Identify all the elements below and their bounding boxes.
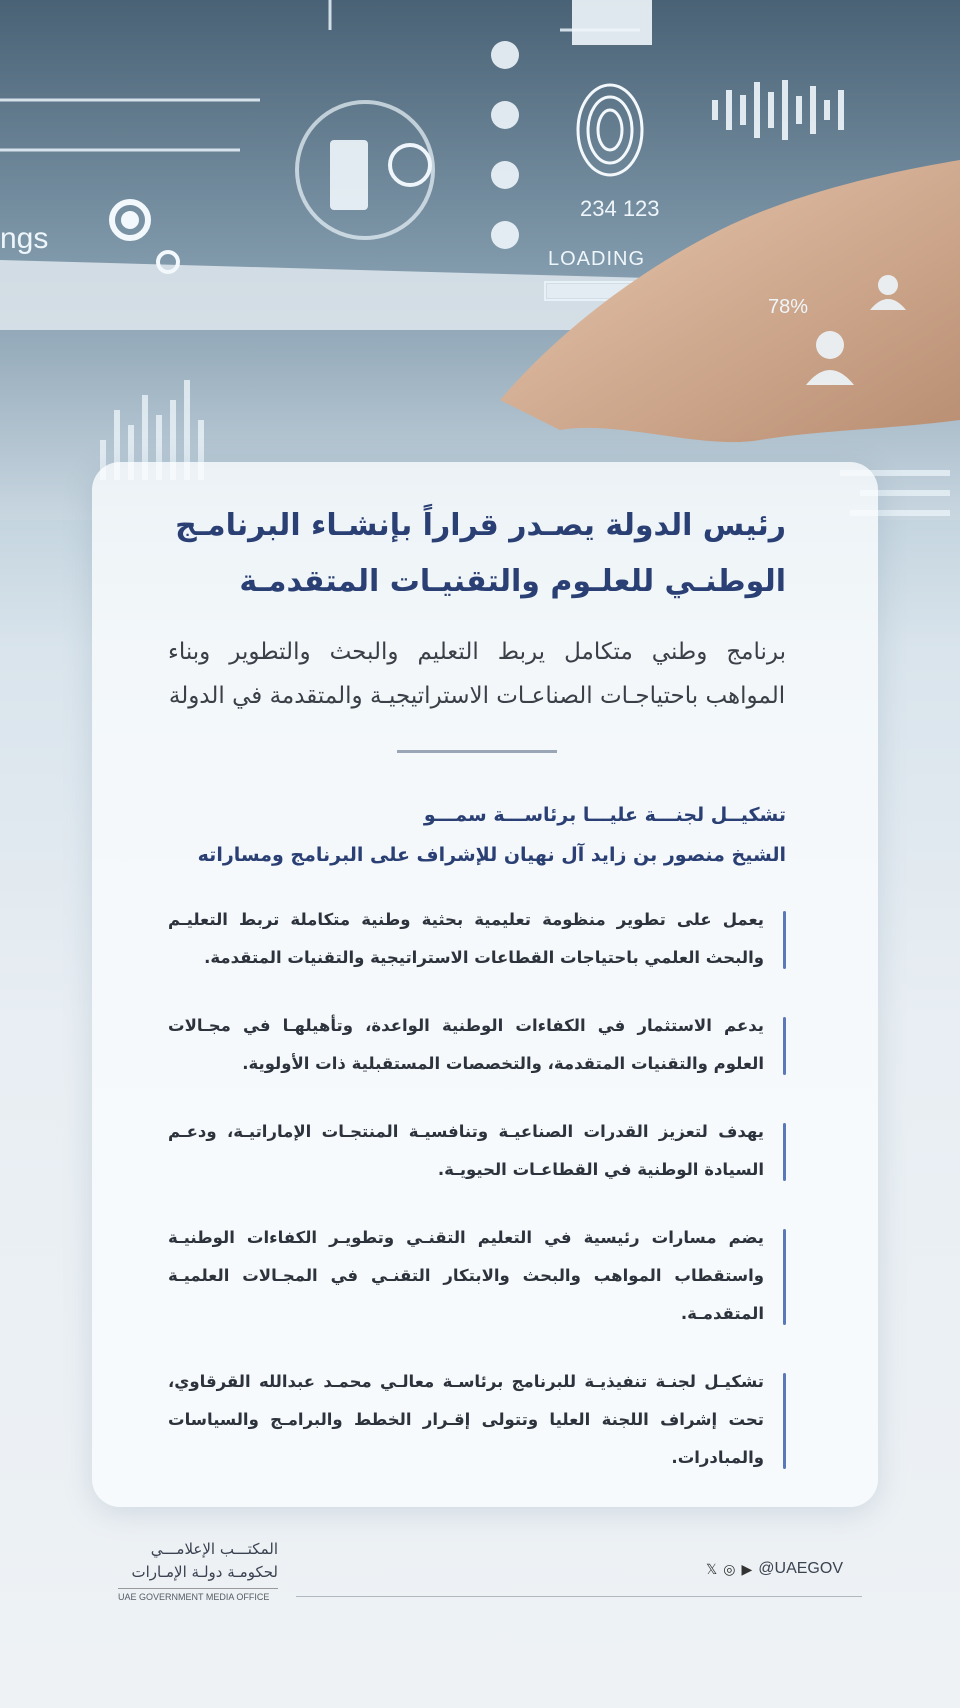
bullet-item — [168, 1113, 786, 1189]
bullet-bar — [783, 1017, 786, 1075]
bullet-bar — [783, 1229, 786, 1325]
headline — [168, 498, 786, 610]
bullet-text: تشكيـل لجنـة تنفيذيـة للبرنامج برئاسـة معالـي محمـد عبدالله القرقاوي، تحت إشراف اللجنة العليا وتتولى إقـرار الخطط والبرامـج والسياسات والمبادرات. — [168, 1372, 764, 1467]
tech-background-illustration — [0, 0, 960, 520]
x-icon[interactable]: 𝕏 — [706, 1560, 718, 1577]
youtube-icon[interactable]: ▶ — [741, 1560, 753, 1577]
logo-line-2: لحكومـة دولـة الإمـارات — [131, 1563, 278, 1581]
content-card — [92, 462, 878, 1507]
bullet-bar — [783, 911, 786, 969]
document-icon — [330, 140, 368, 210]
headline-line-2: الوطنـي للعلـوم والتقنيـات المتقدمـة — [239, 564, 786, 599]
hero-image — [0, 0, 960, 520]
footer-divider — [296, 1596, 862, 1597]
instagram-icon[interactable]: ◎ — [723, 1560, 736, 1577]
logo-line-1: المكتـــب الإعلامـــي — [150, 1540, 278, 1558]
bullet-text: يدعم الاستثمار في الكفاءات الوطنية الواعدة، وتأهيلهـا في مجـالات العلوم والتقنيات المتقدمة، والتخصصات المستقبلية ذات الأولوية. — [168, 1016, 764, 1073]
headline-line-1: رئيس الدولة يصـدر قراراً بإنشـاء البرنامـج — [175, 508, 786, 543]
bullet-text: يعمل على تطوير منظومة تعليمية بحثية وطنية متكاملة تربط التعليـم والبحث العلمي باحتياجات القطاعات الاستراتيجية والتقنيات المتقدمة. — [168, 910, 764, 967]
bullet-item — [168, 1363, 786, 1477]
bullet-bar — [783, 1373, 786, 1469]
loading-label: LOADING — [548, 248, 646, 270]
bullet-item — [168, 1007, 786, 1083]
bullet-bar — [783, 1123, 786, 1181]
bullet-list — [168, 901, 786, 1477]
committee-line-1: تشكيــل لجنـــة عليـــا برئاســـة سمـــو — [423, 804, 786, 826]
social-handle[interactable]: @UAEGOV — [758, 1560, 843, 1577]
loading-percent: 78% — [768, 296, 809, 318]
divider — [397, 750, 557, 753]
bullet-item — [168, 1219, 786, 1333]
social-handles — [706, 1560, 843, 1578]
logo-english: UAE GOVERNMENT MEDIA OFFICE — [118, 1588, 278, 1602]
committee-announcement — [168, 795, 786, 875]
bullet-item — [168, 901, 786, 977]
subheadline: برنامج وطني متكامل يربط التعليم والبحث والتطوير وبناء المواهب باحتياجـات الصناعـات الاستراتيجيـة والمتقدمة في الدولة — [168, 639, 786, 709]
media-office-logo — [118, 1538, 278, 1602]
committee-line-2: الشيخ منصور بن زايد آل نهيان للإشراف على البرنامج ومساراته — [197, 844, 786, 866]
monitor-icon — [572, 0, 652, 45]
settings-label: ngs — [0, 222, 49, 255]
number-readout: 234 123 — [580, 196, 660, 221]
bullet-text: يهدف لتعزيز القدرات الصناعيـة وتنافسيـة المنتجـات الإماراتيـة، ودعـم السيادة الوطنية في القطاعـات الحيويـة. — [168, 1122, 764, 1179]
card-content — [168, 462, 786, 1507]
bullet-text: يضم مسارات رئيسية في التعليم التقنـي وتطويـر الكفاءات الوطنيـة واستقطاب المواهب والبحث والابتكار التقنـي في المجـالات العلميـة المتقدمـة. — [168, 1228, 764, 1323]
